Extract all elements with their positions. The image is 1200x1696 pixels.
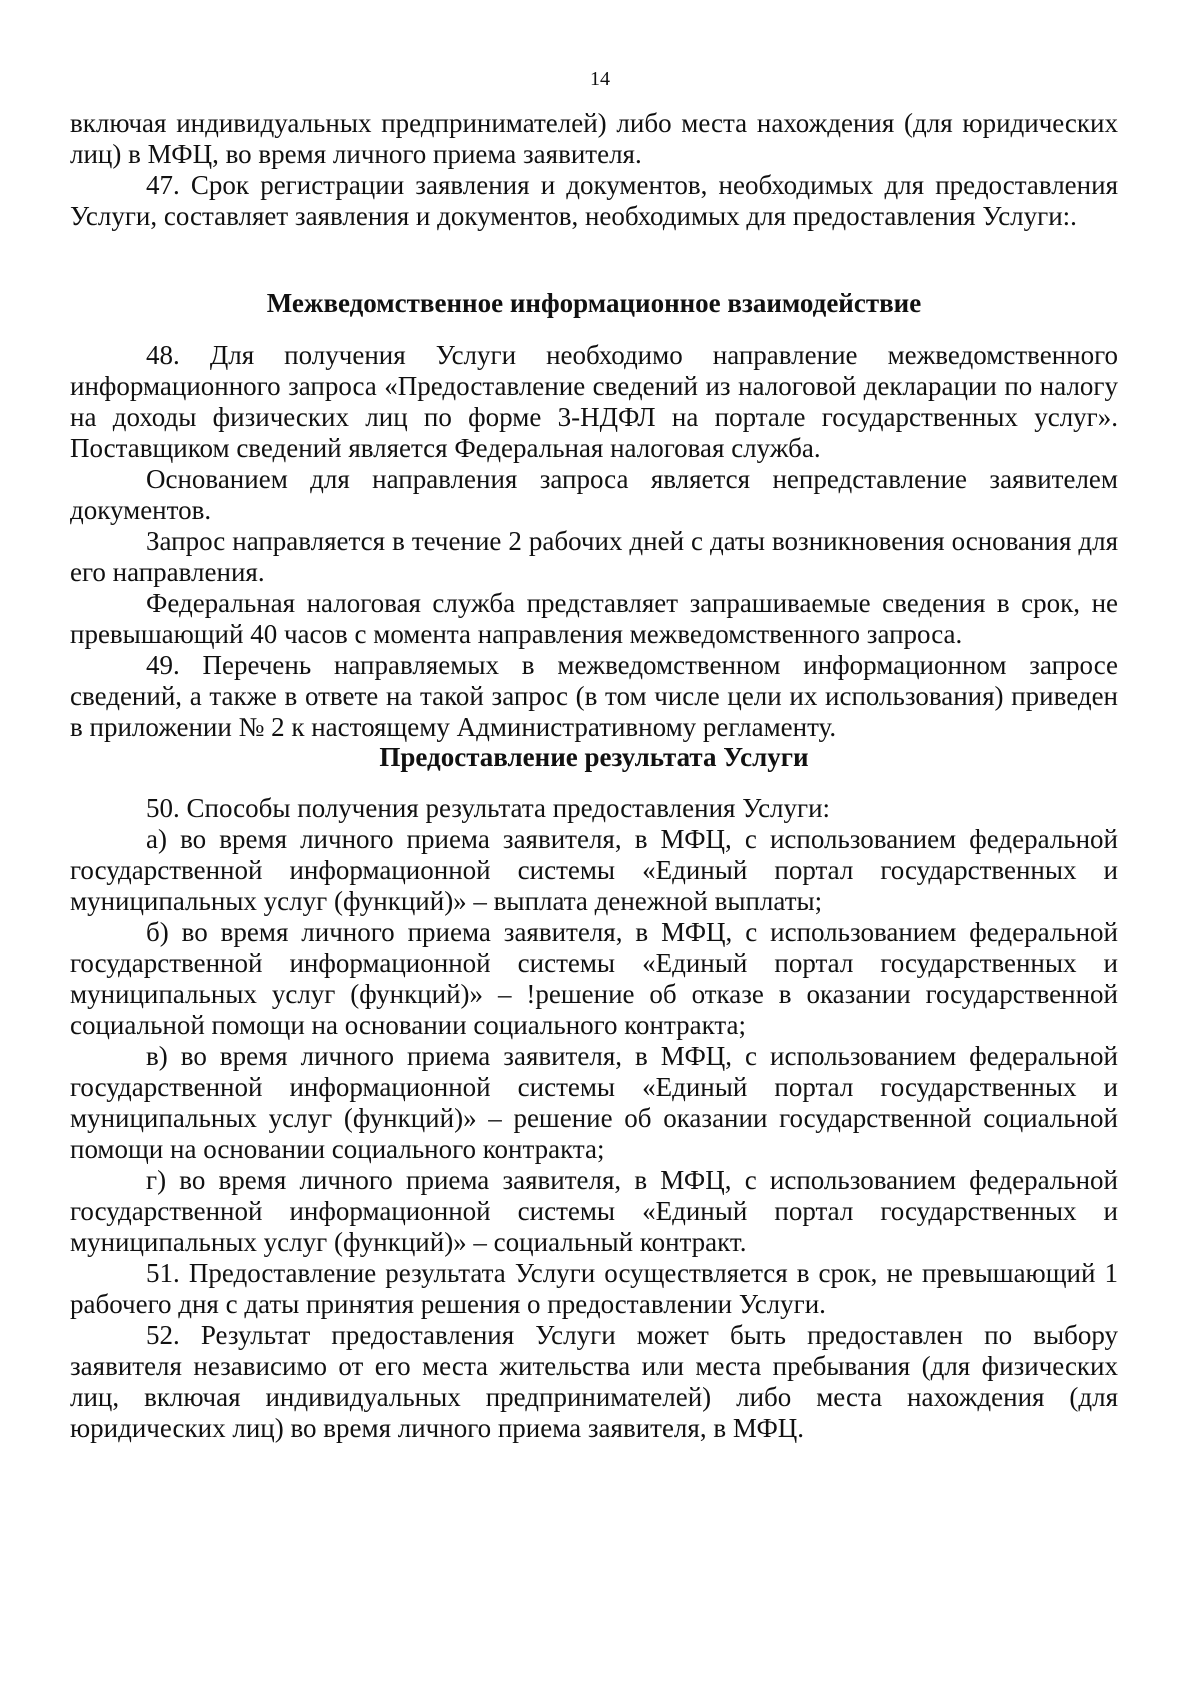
paragraph-48-basis: Основанием для направления запроса является непредставление заявителем документов. [70,464,1118,525]
section-heading-result: Предоставление результата Услуги [379,742,809,772]
paragraph-48-term: Запрос направляется в течение 2 рабочих дней с даты возникновения основания для его направления. [70,526,1118,587]
section-heading-interagency: Межведомственное информационное взаимодействие [266,288,922,318]
paragraph-48: 48. Для получения Услуги необходимо направление межведомственного информационного запроса «Предоставление сведений из налоговой декларации по налогу на доходы физических лиц по форме 3-НДФЛ на портале государственных услуг». Поставщиком сведений является Федеральная налоговая служба. [70,340,1118,463]
paragraph-50-b: б) во время личного приема заявителя, в МФЦ, с использованием федеральной государственной информационной системы «Единый портал государственных и муниципальных услуг (функций)» – !решение об отказе в оказании государственной социальной помощи на основании социального контракта; [70,917,1118,1040]
page-number: 14 [590,68,610,90]
paragraph-49: 49. Перечень направляемых в межведомственном информационном запросе сведений, а также в ответе на такой запрос (в том числе цели их использования) приведен в приложении № 2 к настоящему Административному регламенту. [70,650,1118,742]
interagency-block [70,340,1118,743]
paragraph-50: 50. Способы получения результата предоставления Услуги: [146,793,831,823]
paragraph-50-a: а) во время личного приема заявителя, в МФЦ, с использованием федеральной государственной информационной системы «Единый портал государственных и муниципальных услуг (функций)» – выплата денежной выплаты; [70,824,1118,916]
paragraph-50-c: в) во время личного приема заявителя, в МФЦ, с использованием федеральной государственной информационной системы «Единый портал государственных и муниципальных услуг (функций)» – решение об оказании государственной социальной помощи на основании социального контракта; [70,1041,1118,1164]
paragraph-51: 51. Предоставление результата Услуги осуществляется в срок, не превышающий 1 рабочего дня с даты принятия решения о предоставлении Услуги. [70,1258,1118,1319]
paragraph-52: 52. Результат предоставления Услуги может быть предоставлен по выбору заявителя независимо от его места жительства или места пребывания (для физических лиц, включая индивидуальных предпринимателей) либо места нахождения (для юридических лиц) во время личного приема заявителя, в МФЦ. [70,1320,1118,1443]
paragraph-50-d: г) во время личного приема заявителя, в МФЦ, с использованием федеральной государственной информационной системы «Единый портал государственных и муниципальных услуг (функций)» – социальный контракт. [70,1165,1118,1257]
result-block [70,793,1118,1444]
paragraph-continued: включая индивидуальных предпринимателей) либо места нахождения (для юридических лиц) в МФЦ, во время личного приема заявителя. [70,108,1118,169]
intro-block [70,108,1118,232]
paragraph-47: 47. Срок регистрации заявления и документов, необходимых для предоставления Услуги, составляет заявления и документов, необходимых для предоставления Услуги:. [70,170,1118,231]
paragraph-48-fns: Федеральная налоговая служба представляет запрашиваемые сведения в срок, не превышающий 40 часов с момента направления межведомственного запроса. [70,588,1118,649]
